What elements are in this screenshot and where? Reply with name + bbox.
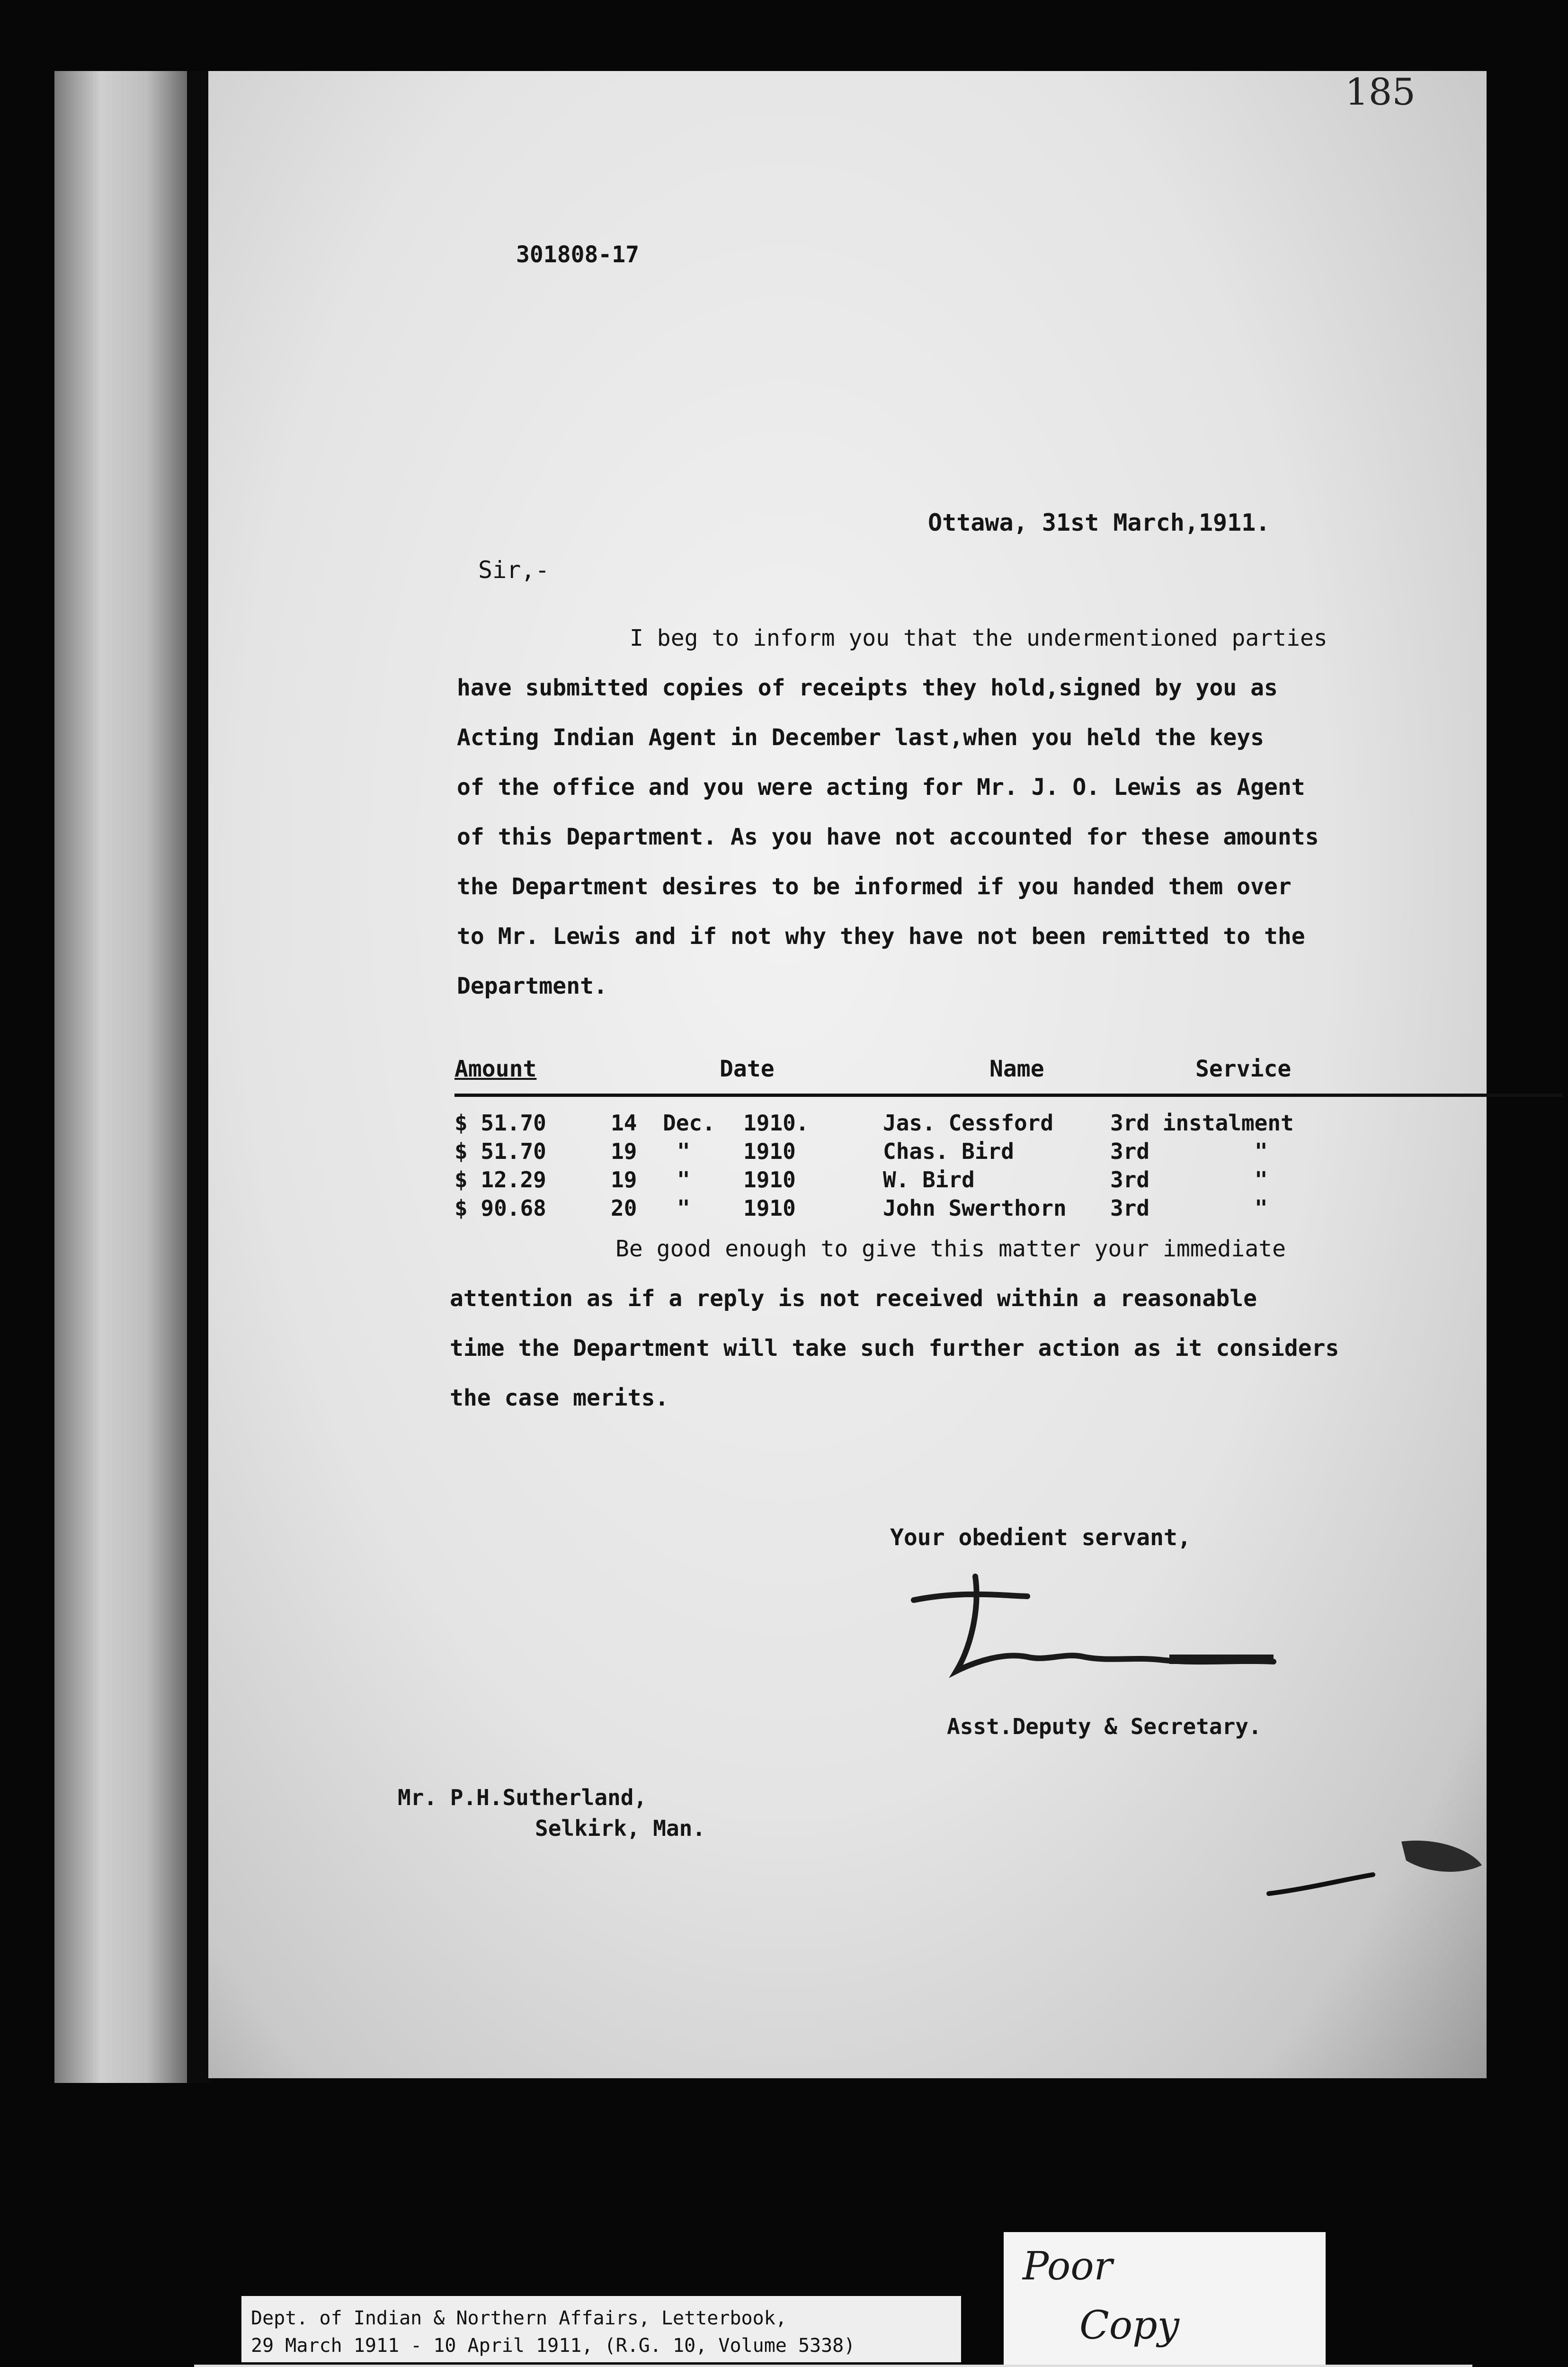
salutation: Sir,- (478, 556, 550, 584)
row-name: Jas. Cessford (883, 1110, 1054, 1136)
citation-label (241, 2296, 961, 2362)
body-line: have submitted copies of receipts they hold,signed by you as (457, 675, 1278, 701)
row-ditto: " (1255, 1195, 1268, 1221)
row-service: 3rd (1110, 1167, 1150, 1192)
closing-line: Be good enough to give this matter your immediate (615, 1236, 1286, 1262)
table-row (454, 1110, 1562, 1139)
letter-page (208, 71, 1487, 2078)
body-line: I beg to inform you that the undermentioned parties (630, 625, 1327, 651)
addressee-place: Selkirk, Man. (535, 1815, 706, 1841)
header-name: Name (989, 1056, 1044, 1082)
closing-line: the case merits. (450, 1385, 669, 1411)
row-service: 3rd (1110, 1195, 1150, 1221)
archives-plate (194, 2365, 1472, 2367)
row-day: 14 (611, 1110, 637, 1136)
note-line: Poor (1023, 2244, 1113, 2289)
header-service: Service (1195, 1056, 1292, 1082)
note-line: Copy (1079, 2303, 1179, 2348)
signature-mark (904, 1567, 1283, 1709)
place-date: Ottawa, 31st March,1911. (928, 509, 1270, 536)
folio-number: 185 (1345, 71, 1416, 114)
row-year: 1910 (743, 1139, 796, 1164)
header-amount: Amount (454, 1056, 537, 1082)
body-line: Acting Indian Agent in December last,when you held the keys (457, 724, 1265, 751)
row-amount: $ 90.68 (454, 1195, 546, 1221)
row-month: " (677, 1139, 690, 1164)
body-line: Department. (457, 973, 607, 999)
row-month: Dec. (663, 1110, 715, 1136)
table-header (454, 1056, 1562, 1097)
citation-line: 29 March 1911 - 10 April 1911, (R.G. 10, Volume 5338) (251, 2335, 855, 2357)
row-name: W. Bird (883, 1167, 975, 1192)
citation-line: Dept. of Indian & Northern Affairs, Letterbook, (251, 2307, 787, 2329)
row-name: John Swerthorn (883, 1195, 1067, 1221)
row-day: 19 (611, 1167, 637, 1192)
closing-line: time the Department will take such further action as it considers (450, 1335, 1339, 1361)
row-month: " (677, 1167, 690, 1192)
binding-strip (54, 71, 187, 2083)
row-amount: $ 51.70 (454, 1139, 546, 1164)
handwritten-note (1004, 2232, 1326, 2367)
row-service: 3rd instalment (1110, 1110, 1294, 1136)
row-name: Chas. Bird (883, 1139, 1014, 1164)
body-line: the Department desires to be informed if you handed them over (457, 873, 1292, 900)
row-year: 1910. (743, 1110, 809, 1136)
table-row (454, 1195, 1562, 1224)
body-line: of the office and you were acting for Mr. J. O. Lewis as Agent (457, 774, 1305, 801)
binding-gutter (187, 71, 211, 2083)
row-month: " (677, 1195, 690, 1221)
row-ditto: " (1255, 1167, 1268, 1192)
row-service: 3rd (1110, 1139, 1150, 1164)
row-year: 1910 (743, 1195, 796, 1221)
complimentary-close: Your obedient servant, (890, 1524, 1191, 1551)
table-row (454, 1139, 1562, 1167)
row-day: 19 (611, 1139, 637, 1164)
pen-tip-icon (1250, 1823, 1487, 1927)
row-ditto: " (1255, 1139, 1268, 1164)
addressee-name: Mr. P.H.Sutherland, (398, 1785, 647, 1810)
signatory-title: Asst.Deputy & Secretary. (947, 1714, 1262, 1739)
row-amount: $ 51.70 (454, 1110, 546, 1136)
table-row (454, 1167, 1562, 1195)
row-year: 1910 (743, 1167, 796, 1192)
body-line: of this Department. As you have not accounted for these amounts (457, 824, 1319, 850)
file-number: 301808-17 (516, 241, 640, 268)
closing-line: attention as if a reply is not received within a reasonable (450, 1285, 1257, 1312)
row-amount: $ 12.29 (454, 1167, 546, 1192)
body-line: to Mr. Lewis and if not why they have not been remitted to the (457, 923, 1305, 950)
row-day: 20 (611, 1195, 637, 1221)
header-date: Date (720, 1056, 775, 1082)
